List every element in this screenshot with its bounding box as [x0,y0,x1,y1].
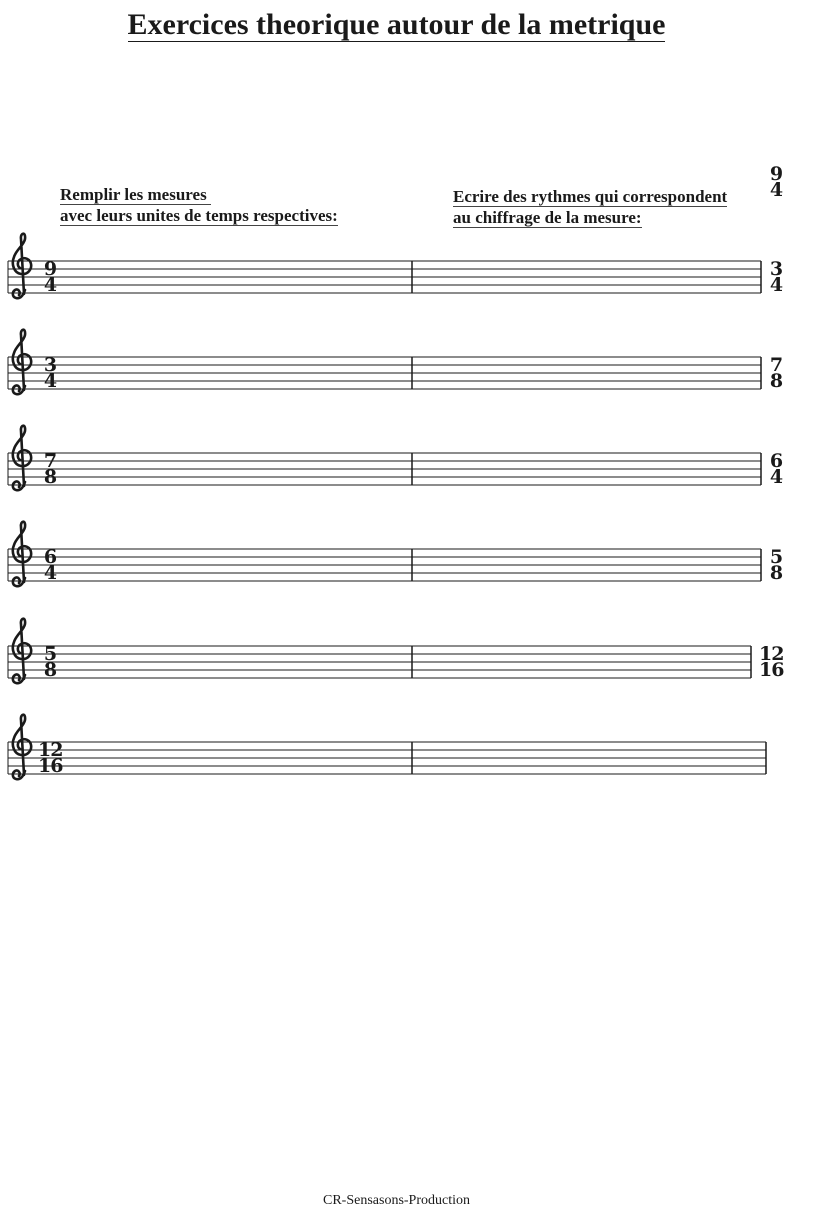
instruction-left-line-1: Remplir les mesures [60,185,211,205]
page-title: Exercices theorique autour de la metrique [127,8,666,41]
time-signature-left [38,643,62,681]
time-signature-denominator: 4 [43,562,57,584]
instruction-left-line-2: avec leurs unites de temps respectives: [60,206,338,225]
time-signature-denominator: 4 [769,179,783,201]
staff-lines [0,337,827,417]
time-signature-denominator: 16 [759,659,784,681]
treble-clef-icon [13,330,31,394]
staff-row [0,722,827,782]
time-signature-right [759,643,784,681]
time-signature-denominator: 4 [769,466,783,488]
staff-row [0,433,827,493]
staff-lines [0,433,827,513]
staff-row [0,337,827,397]
time-signature-denominator: 8 [43,466,57,488]
time-signature-left [38,258,62,296]
time-signature-numerator: 6 [769,450,783,472]
time-signature-numerator: 5 [43,643,57,665]
instruction-right [453,186,727,228]
time-signature-numerator: 3 [769,258,783,280]
time-signature-numerator: 12 [759,643,784,665]
time-signature-left [38,546,62,584]
time-signature-numerator: 6 [43,546,57,568]
time-signature-denominator: 8 [43,659,57,681]
staff-row [0,626,827,686]
staff-lines [0,529,827,609]
instruction-left [60,184,338,226]
time-signature-numerator: 3 [43,354,57,376]
instruction-right-line-2: au chiffrage de la mesure: [453,208,642,227]
staff-lines [0,722,827,802]
time-signature-right [764,258,788,296]
treble-clef-icon [13,715,31,779]
time-signature-numerator: 9 [43,258,57,280]
time-signature-numerator: 7 [769,354,783,376]
treble-clef-icon [13,522,31,586]
time-signature-numerator: 12 [38,739,63,761]
instruction-right-line-1: Ecrire des rythmes qui correspondent [453,187,728,206]
staff-row [0,529,827,589]
time-signature-top-right [764,163,788,201]
time-signature-numerator: 9 [769,163,783,185]
time-signature-denominator: 4 [43,370,57,392]
time-signature-denominator: 8 [769,370,783,392]
treble-clef-icon [13,234,31,298]
time-signature-denominator: 8 [769,562,783,584]
time-signature-right [764,546,788,584]
time-signature-numerator: 5 [769,546,783,568]
footer-credit: CR-Sensasons-Production [323,1193,470,1208]
time-signature-denominator: 16 [38,755,63,777]
time-signature-denominator: 4 [43,274,57,296]
time-signature-left [38,739,63,777]
time-signature-right [764,354,788,392]
time-signature-left [38,450,62,488]
treble-clef-icon [13,426,31,490]
staff-lines [0,241,827,321]
staff-row [0,241,827,301]
time-signature-left [38,354,62,392]
time-signature-denominator: 4 [769,274,783,296]
treble-clef-icon [13,619,31,683]
time-signature-right [764,450,788,488]
time-signature-numerator: 7 [43,450,57,472]
staff-lines [0,626,827,706]
